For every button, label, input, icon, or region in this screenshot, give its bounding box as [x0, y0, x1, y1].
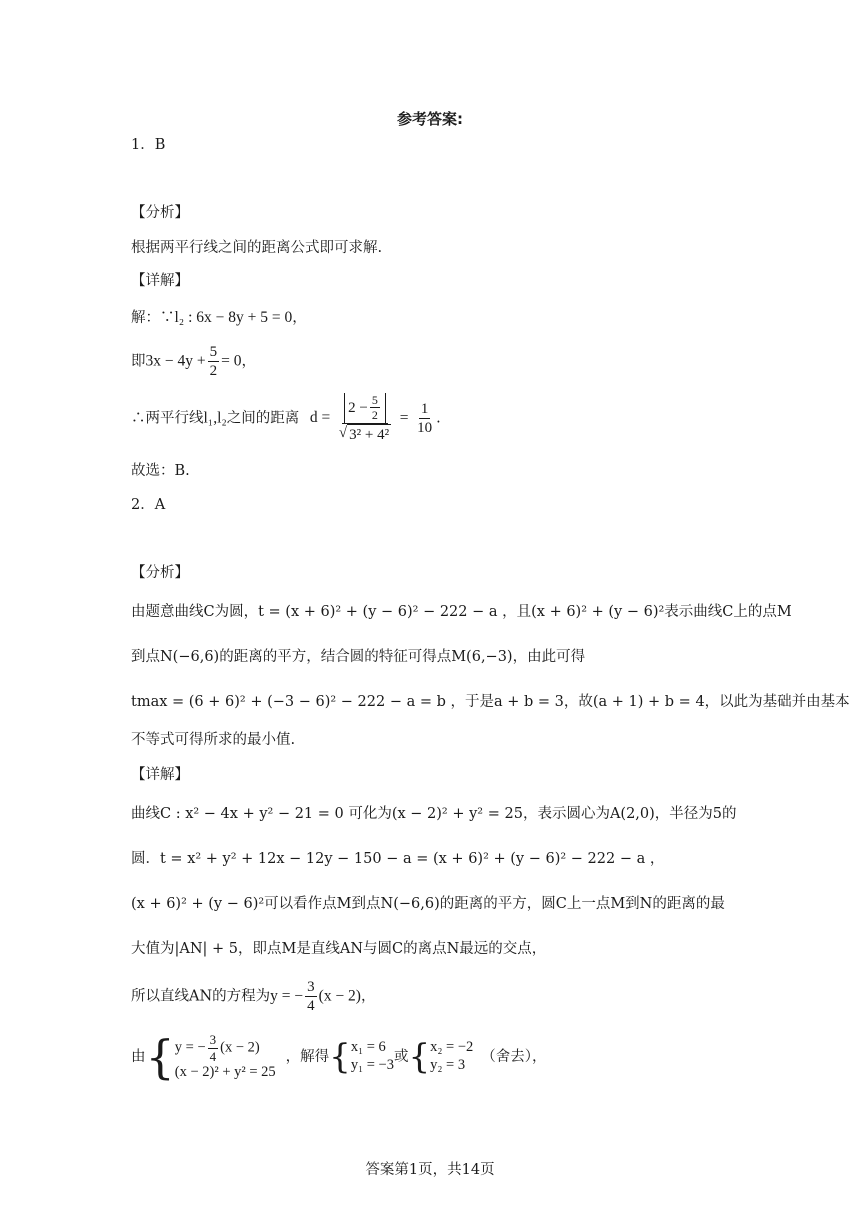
q1-choose: 故选：B.	[131, 463, 190, 479]
q2-analysis-line2: 到点N(−6,6)的距离的平方，结合圆的特征可得点M(6,−3)，由此可得	[131, 649, 586, 665]
q1-result-fraction	[415, 400, 434, 437]
q1-line2-math: 3x − 4y +	[145, 352, 206, 370]
q2-line6-or: 或	[393, 1048, 409, 1065]
q1-distance-numerator	[342, 393, 388, 424]
q1-line3-mid: 之间的距离	[226, 410, 300, 427]
q1-result-den: 10	[417, 419, 433, 436]
q1-line1-math: l₂ : 6x − 8y + 5 = 0	[174, 309, 293, 326]
q2-line5-fraction	[305, 978, 317, 1015]
q2-sys1-frac-den: 4	[209, 1048, 217, 1064]
q2-sys1-r1-tail: (x − 2)	[220, 1039, 260, 1056]
q1-line3-l: l₁,l₂	[203, 409, 227, 427]
q1-result-num: 1	[420, 400, 429, 417]
q2-line6-prefix: 由	[131, 1048, 146, 1065]
q2-detail-line3: (x + 6)² + (y − 6)²可以看作点M到点N(−6,6)的距离的平方，圆C上一点M到N的距离的最	[131, 896, 725, 912]
q2-line6-discard: （舍去），	[481, 1048, 547, 1065]
q2-detail-line5	[131, 978, 375, 1015]
q1-line3-d: d =	[309, 409, 331, 427]
q2-line5-tail: (x − 2)	[318, 987, 361, 1005]
q1-abs-value	[344, 393, 386, 423]
q2-detail-line4: 大值为|AN| + 5，即点M是直线AN与圆C的离点N最远的交点，	[131, 941, 547, 957]
q2-detail-tag: 【详解】	[131, 767, 189, 783]
q2-detail-line2: 圆．t = x² + y² + 12x − 12y − 150 − a = (x + 6)² + (y − 6)² − 222 − a ，	[131, 851, 665, 867]
q1-line3: ∴两平行线l₁,l₂之间的距离 d = 2 − $\frac{5}{2}$ √ 3² + 4² = $\frac{1}{10}$ .	[131, 393, 441, 443]
q1-line2-frac-den: 2	[209, 363, 218, 379]
page-footer: 答案第1页，共14页	[365, 1162, 495, 1178]
q1-abs-frac-den: 2	[371, 408, 378, 423]
q2-analysis-line1: 由题意曲线C为圆，t = (x + 6)² + (y − 6)² − 222 − a ，且(x + 6)² + (y − 6)²表示曲线C上的点M	[131, 604, 792, 620]
system-brace-icon: {	[329, 1036, 351, 1077]
q2-line5-frac-num: 3	[307, 979, 315, 995]
q1-line2-suffix: ，	[241, 353, 256, 370]
q2-system-1-row2: (x − 2)² + y² = 25	[174, 1064, 276, 1081]
q1-line2	[131, 343, 256, 380]
q1-line3-end: .	[436, 410, 441, 427]
q1-abs-frac	[370, 393, 380, 423]
q2-line5-frac-den: 4	[307, 998, 315, 1014]
q2-sys1-r1-text: y = −	[174, 1039, 206, 1056]
q1-sqrt: √ 3² + 4²	[338, 424, 390, 443]
q1-line1	[131, 309, 307, 328]
q1-line2-frac-num: 5	[209, 344, 218, 360]
q2-system-1	[175, 1032, 276, 1082]
q2-line6-solve: ，解得	[285, 1048, 330, 1065]
q1-abs-text: 2 −	[348, 399, 368, 416]
q2-sys2-r2: y₁ = −3	[350, 1056, 394, 1073]
q2-sys1-frac-num: 3	[209, 1032, 217, 1047]
q2-sys3-r1: x₂ = −2	[430, 1039, 474, 1056]
q1-abs-frac-num: 5	[371, 393, 378, 407]
system-brace-icon: {	[145, 1029, 175, 1084]
q1-line1-suffix: ，	[292, 310, 307, 326]
q2-detail-line1: 曲线C : x² − 4x + y² − 21 = 0 可化为(x − 2)² + y² = 25，表示圆心为A(2,0)，半径为5的	[131, 806, 737, 822]
q1-distance-fraction	[337, 393, 393, 444]
q1-answer: 1．B	[131, 137, 166, 153]
q2-line5-suffix: ，	[360, 988, 376, 1005]
q1-line3-prefix: ∴两平行线	[131, 410, 204, 427]
q1-line2-eq: = 0	[221, 352, 242, 370]
q2-sys2-r1: x₁ = 6	[350, 1039, 386, 1056]
q2-analysis-line4: 不等式可得所求的最小值.	[131, 732, 296, 748]
q2-system-2	[351, 1039, 394, 1074]
q2-analysis-tag: 【分析】	[131, 565, 189, 581]
q2-sys1-fraction	[208, 1032, 219, 1064]
q2-analysis-line3: tmax = (6 + 6)² + (−3 − 6)² − 222 − a = b ，于是a + b = 3，故(a + 1) + b = 4，以此为基础并由基本	[131, 694, 850, 710]
q1-line2-fraction	[208, 343, 220, 380]
q1-analysis-tag: 【分析】	[131, 205, 189, 221]
q2-system-3	[430, 1039, 473, 1074]
q2-line5-math: y = −	[270, 987, 304, 1005]
q1-detail-tag: 【详解】	[131, 273, 189, 289]
q2-answer: 2．A	[131, 497, 166, 513]
q1-line2-prefix: 即	[131, 353, 146, 370]
q1-analysis: 根据两平行线之间的距离公式即可求解.	[131, 240, 383, 256]
q2-system-1-row1	[175, 1032, 276, 1064]
q1-sqrt-radicand: 3² + 4²	[347, 424, 391, 444]
q1-distance-denominator	[337, 424, 393, 444]
q1-line1-prefix: 解：∵	[131, 310, 175, 326]
q2-sys3-r2: y₂ = 3	[430, 1056, 466, 1073]
q2-line5-prefix: 所以直线AN的方程为	[131, 988, 271, 1005]
system-brace-icon: {	[408, 1036, 431, 1077]
q2-detail-line6	[131, 1029, 547, 1084]
answer-title: 参考答案:	[397, 110, 463, 128]
